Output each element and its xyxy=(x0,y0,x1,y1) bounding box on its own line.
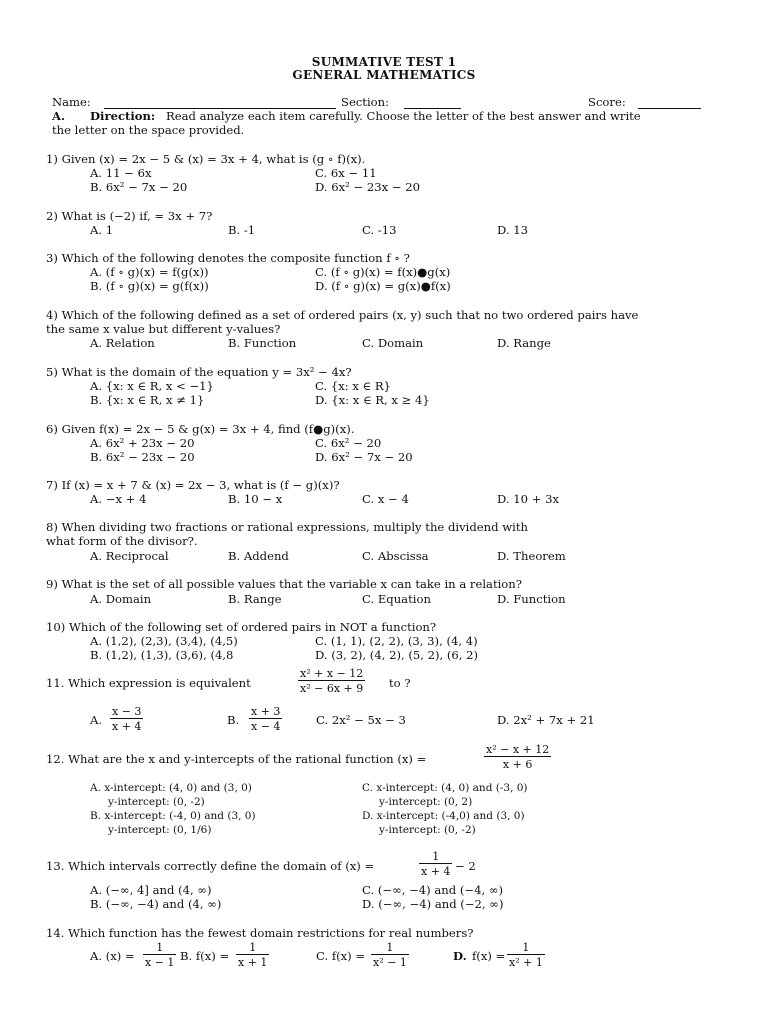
q13-option-b[interactable]: B. (−∞, −4) and (4, ∞) xyxy=(90,897,222,911)
q10-option-b[interactable]: B. (1,2), (1,3), (3,6), (4,8 xyxy=(90,648,234,662)
q3-stem: 3) Which of the following denotes the composite function f ∘ ? xyxy=(46,251,410,265)
test-subject: GENERAL MATHEMATICS xyxy=(292,68,476,82)
q7-option-c[interactable]: C. x − 4 xyxy=(362,492,409,506)
q11-fraction-numerator: x² + x − 12 xyxy=(300,667,364,680)
score-label: Score: xyxy=(588,95,626,109)
q13-stem-end: − 2 xyxy=(455,859,476,873)
q14-stem: 14. Which function has the fewest domain restrictions for real numbers? xyxy=(46,926,474,940)
q14-option-b-label[interactable]: B. f(x) = xyxy=(180,949,230,963)
q13-option-d[interactable]: D. (−∞, −4) and (−2, ∞) xyxy=(362,897,504,911)
q14-option-c-fraction[interactable] xyxy=(371,941,409,969)
q11-option-b-label[interactable]: B. xyxy=(227,713,240,727)
q1-stem: 1) Given (x) = 2x − 5 & (x) = 3x + 4, what is (g ∘ f)(x). xyxy=(46,152,366,166)
q9-option-a[interactable]: A. Domain xyxy=(90,592,152,606)
q8-option-a[interactable]: A. Reciprocal xyxy=(90,549,169,563)
q2-option-d[interactable]: D. 13 xyxy=(497,223,529,237)
q7-stem: 7) If (x) = x + 7 & (x) = 2x − 3, what is (f − g)(x)? xyxy=(46,478,340,492)
name-blank[interactable] xyxy=(104,98,336,109)
q14-option-d-denominator: x² + 1 xyxy=(509,956,543,969)
q14-option-b-denominator: x + 1 xyxy=(238,956,268,969)
q4-stem-line2: the same x value but different y-values? xyxy=(46,322,281,336)
q13-fraction-denominator: x + 4 xyxy=(421,865,451,878)
q6-option-c[interactable]: C. 6x² − 20 xyxy=(315,436,382,450)
q13-option-a[interactable]: A. (−∞, 4] and (4, ∞) xyxy=(90,883,212,897)
q12-option-a-line2: y-intercept: (0, -2) xyxy=(108,796,205,808)
q6-stem: 6) Given f(x) = 2x − 5 & g(x) = 3x + 4, find (f●g)(x). xyxy=(46,422,355,436)
q6-option-a[interactable]: A. 6x² + 23x − 20 xyxy=(90,436,195,450)
q5-option-d[interactable]: D. {x: x ∈ R, x ≥ 4} xyxy=(315,393,430,407)
q13-option-c[interactable]: C. (−∞, −4) and (−4, ∞) xyxy=(362,883,504,897)
q13-function-fraction xyxy=(419,850,452,878)
q8-option-c[interactable]: C. Abscissa xyxy=(362,549,429,563)
q3-option-c[interactable]: C. (f ∘ g)(x) = f(x)●g(x) xyxy=(315,265,451,279)
q11-option-c[interactable]: C. 2x² − 5x − 3 xyxy=(316,713,406,727)
q14-option-d-label[interactable]: f(x) = xyxy=(472,949,506,963)
q5-option-b[interactable]: B. {x: x ∈ R, x ≠ 1} xyxy=(90,393,205,407)
q1-option-b[interactable]: B. 6x² − 7x − 20 xyxy=(90,180,188,194)
q5-option-a[interactable]: A. {x: x ∈ R, x < −1} xyxy=(90,379,214,393)
q11-option-a-fraction[interactable] xyxy=(110,705,143,733)
q12-fraction-denominator: x + 6 xyxy=(484,756,551,771)
q4-option-a[interactable]: A. Relation xyxy=(90,336,155,350)
q9-option-c[interactable]: C. Equation xyxy=(362,592,431,606)
q14-option-b-fraction[interactable] xyxy=(236,941,269,969)
q11-option-a-denominator: x + 4 xyxy=(112,720,142,733)
score-blank[interactable] xyxy=(638,98,701,109)
q4-stem-line1: 4) Which of the following defined as a set of ordered pairs (x, y) such that no two ordered pairs have xyxy=(46,308,639,322)
q14-option-a-label[interactable]: A. (x) = xyxy=(90,949,135,963)
q11-expression-fraction xyxy=(298,667,365,695)
q11-fraction-denominator: x² − 6x + 9 xyxy=(300,682,364,695)
q7-option-a[interactable]: A. −x + 4 xyxy=(90,492,147,506)
q10-stem: 10) Which of the following set of ordered pairs in NOT a function? xyxy=(46,620,437,634)
q11-option-b-numerator: x + 3 xyxy=(251,705,281,718)
q7-option-b[interactable]: B. 10 − x xyxy=(228,492,283,506)
q12-option-a-line1[interactable]: A. x-intercept: (4, 0) and (3, 0) xyxy=(90,782,252,794)
q10-option-d[interactable]: D. (3, 2), (4, 2), (5, 2), (6, 2) xyxy=(315,648,479,662)
q1-option-c[interactable]: C. 6x − 11 xyxy=(315,166,377,180)
q11-stem-end: to ? xyxy=(389,676,411,690)
q11-option-a-label[interactable]: A. xyxy=(90,713,103,727)
direction-text-2: the letter on the space provided. xyxy=(52,123,245,137)
section-blank[interactable] xyxy=(404,98,461,109)
q2-stem: 2) What is (−2) if, = 3x + 7? xyxy=(46,209,213,223)
q1-option-a[interactable]: A. 11 − 6x xyxy=(90,166,152,180)
q5-stem: 5) What is the domain of the equation y = 3x² − 4x? xyxy=(46,365,352,379)
q9-stem: 9) What is the set of all possible values that the variable x can take in a relation? xyxy=(46,577,522,591)
q8-stem-line2: what form of the divisor?. xyxy=(46,534,198,548)
q12-option-b-line1[interactable]: B. x-intercept: (-4, 0) and (3, 0) xyxy=(90,810,256,822)
q1-option-d[interactable]: D. 6x² − 23x − 20 xyxy=(315,180,421,194)
q12-stem: 12. What are the x and y-intercepts of the rational function (x) = xyxy=(46,752,427,766)
section-label: Section: xyxy=(341,95,390,109)
q12-option-c-line1[interactable]: C. x-intercept: (4, 0) and (-3, 0) xyxy=(362,782,528,794)
q2-option-b[interactable]: B. -1 xyxy=(228,223,256,237)
q12-option-b-line2: y-intercept: (0, 1/6) xyxy=(108,824,212,836)
q14-option-b-numerator: 1 xyxy=(249,941,257,954)
q11-option-d[interactable]: D. 2x² + 7x + 21 xyxy=(497,713,595,727)
q12-fraction-numerator: x² − x + 12 xyxy=(486,743,550,756)
q11-option-b-denominator: x − 4 xyxy=(251,720,281,733)
q13-fraction-numerator: 1 xyxy=(432,850,440,863)
q5-option-c[interactable]: C. {x: x ∈ R} xyxy=(315,379,391,393)
q7-option-d[interactable]: D. 10 + 3x xyxy=(497,492,560,506)
q6-option-b[interactable]: B. 6x² − 23x − 20 xyxy=(90,450,195,464)
q12-function-fraction xyxy=(484,743,551,771)
name-label: Name: xyxy=(52,95,91,109)
q4-option-d[interactable]: D. Range xyxy=(497,336,551,350)
direction-label: Direction: xyxy=(90,109,156,123)
q10-option-a[interactable]: A. (1,2), (2,3), (3,4), (4,5) xyxy=(90,634,238,648)
q9-option-b[interactable]: B. Range xyxy=(228,592,282,606)
q6-option-d[interactable]: D. 6x² − 7x − 20 xyxy=(315,450,413,464)
direction-text-1: Read analyze each item carefully. Choose the letter of the best answer and write xyxy=(166,109,641,123)
q11-option-b-fraction[interactable] xyxy=(249,705,282,733)
q9-option-d[interactable]: D. Function xyxy=(497,592,566,606)
q2-option-c[interactable]: C. -13 xyxy=(362,223,397,237)
q10-option-c[interactable]: C. (1, 1), (2, 2), (3, 3), (4, 4) xyxy=(315,634,478,648)
q3-option-b[interactable]: B. (f ∘ g)(x) = g(f(x)) xyxy=(90,279,209,293)
q14-option-a-fraction[interactable] xyxy=(143,941,176,969)
q14-option-a-numerator: 1 xyxy=(156,941,164,954)
q3-option-a[interactable]: A. (f ∘ g)(x) = f(g(x)) xyxy=(90,265,209,279)
q14-option-d-fraction[interactable] xyxy=(507,941,545,969)
q8-option-d[interactable]: D. Theorem xyxy=(497,549,566,563)
test-title: SUMMATIVE TEST 1 xyxy=(311,55,457,69)
q13-stem: 13. Which intervals correctly define the domain of (x) = xyxy=(46,859,375,873)
q2-option-a[interactable]: A. 1 xyxy=(90,223,114,237)
q4-option-b[interactable]: B. Function xyxy=(228,336,297,350)
q11-stem: 11. Which expression is equivalent xyxy=(46,676,251,690)
q12-option-d-line1[interactable]: D. x-intercept: (-4,0) and (3, 0) xyxy=(362,810,525,822)
q8-option-b[interactable]: B. Addend xyxy=(228,549,289,563)
q14-option-a-denominator: x − 1 xyxy=(145,956,175,969)
q8-stem-line1: 8) When dividing two fractions or rational expressions, multiply the dividend with xyxy=(46,520,528,534)
q12-option-c-line2: y-intercept: (0, 2) xyxy=(379,796,473,808)
q4-option-c[interactable]: C. Domain xyxy=(362,336,424,350)
direction-letter: A. xyxy=(52,109,66,123)
q11-option-a-numerator: x − 3 xyxy=(112,705,142,718)
q14-option-d-letter[interactable]: D. xyxy=(453,949,467,963)
q3-option-d[interactable]: D. (f ∘ g)(x) = g(x)●f(x) xyxy=(315,279,451,293)
q14-option-c-denominator: x² − 1 xyxy=(373,956,407,969)
q14-option-c-numerator: 1 xyxy=(386,941,394,954)
q14-option-c-label[interactable]: C. f(x) = xyxy=(316,949,366,963)
q14-option-d-numerator: 1 xyxy=(522,941,530,954)
q12-option-d-line2: y-intercept: (0, -2) xyxy=(379,824,476,836)
